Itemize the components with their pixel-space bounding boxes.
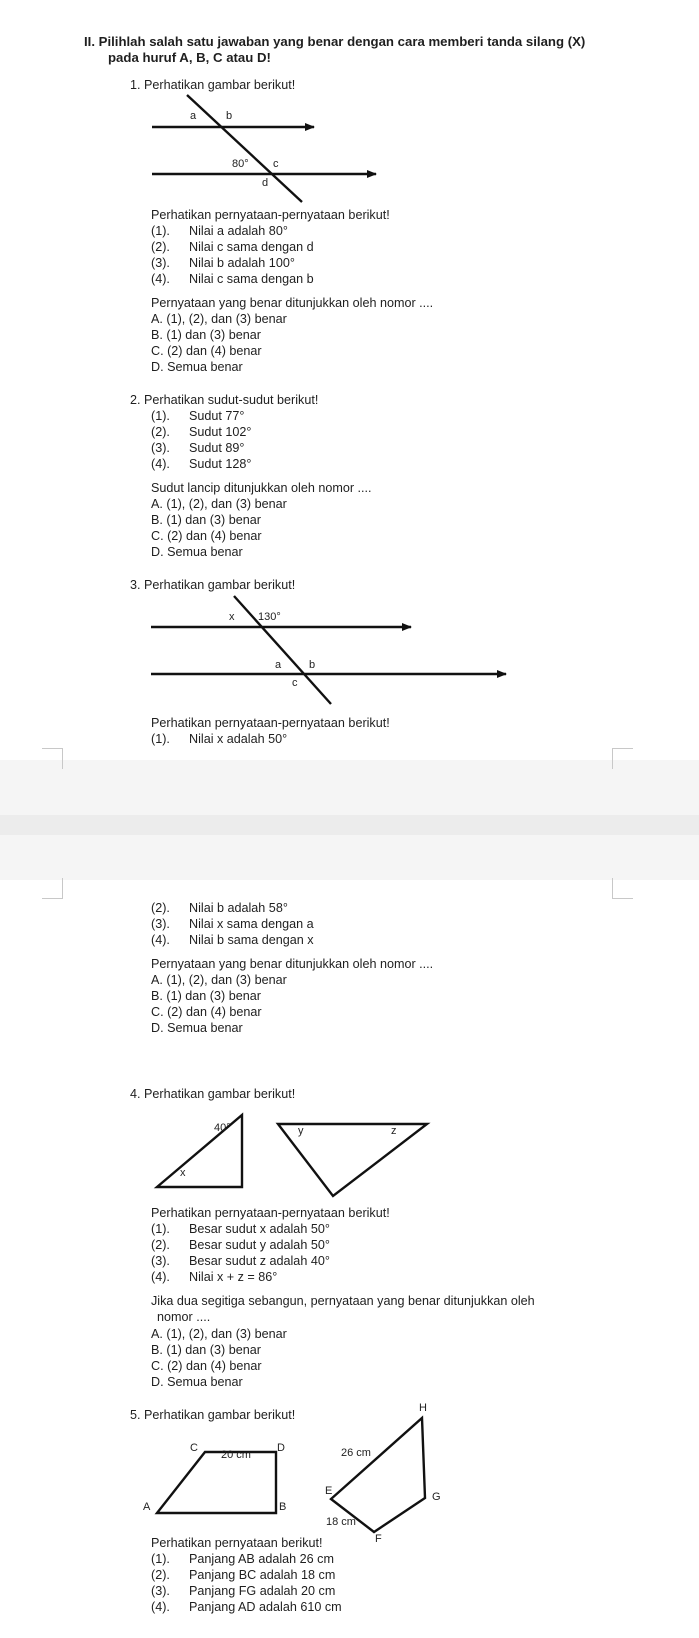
q5-intro: Perhatikan pernyataan berikut!: [151, 1536, 323, 1550]
q4-intro: Perhatikan pernyataan-pernyataan berikut!: [151, 1206, 390, 1220]
q3-option-a[interactable]: A. (1), (2), dan (3) benar: [151, 973, 287, 987]
q4-label-angle: 40°: [214, 1122, 231, 1134]
q1-option-d[interactable]: D. Semua benar: [151, 360, 243, 374]
q5-label-F: F: [375, 1533, 382, 1545]
q1-label-a: a: [190, 110, 197, 122]
section-heading-line-2: pada huruf A, B, C atau D!: [108, 50, 271, 65]
q5-trapezoid-rotated: [331, 1418, 425, 1532]
q4-statement-4: (4). Nilai x + z = 86°: [151, 1270, 278, 1284]
q1-title: 1. Perhatikan gambar berikut!: [130, 78, 296, 92]
q3-label-a: a: [275, 659, 282, 671]
q4-option-a[interactable]: A. (1), (2), dan (3) benar: [151, 1327, 287, 1341]
q3-statement-1: (1). Nilai x adalah 50°: [151, 732, 288, 746]
q1-label-d: d: [262, 177, 269, 189]
q1-label-c: c: [273, 158, 279, 170]
q3-label-b: b: [309, 659, 316, 671]
q5-statement-3: (3). Panjang FG adalah 20 cm: [151, 1584, 336, 1598]
q4-option-d[interactable]: D. Semua benar: [151, 1375, 243, 1389]
q1-intro: Perhatikan pernyataan-pernyataan berikut!: [151, 208, 390, 222]
q1-statement-2: (2). Nilai c sama dengan d: [151, 240, 314, 254]
q5-label-D: D: [277, 1442, 285, 1454]
q4-option-c[interactable]: C. (2) dan (4) benar: [151, 1359, 262, 1373]
q4-prompt-line-2: nomor ....: [157, 1310, 211, 1324]
q1-label-b: b: [226, 110, 233, 122]
q1-option-b[interactable]: B. (1) dan (3) benar: [151, 328, 261, 342]
q2-option-a[interactable]: A. (1), (2), dan (3) benar: [151, 497, 287, 511]
q4-option-b[interactable]: B. (1) dan (3) benar: [151, 1343, 261, 1357]
q3-option-c[interactable]: C. (2) dan (4) benar: [151, 1005, 262, 1019]
q3-label-angle: 130°: [258, 611, 281, 623]
q4-title: 4. Perhatikan gambar berikut!: [130, 1087, 296, 1101]
q1-option-c[interactable]: C. (2) dan (4) benar: [151, 344, 262, 358]
q3-statement-3: (3). Nilai x sama dengan a: [151, 917, 314, 931]
section-heading: II. Pilihlah salah satu jawaban yang benar dengan cara memberi tanda silang (X): [84, 34, 586, 49]
q3-statement-2: (2). Nilai b adalah 58°: [151, 901, 288, 915]
q4-statement-2: (2). Besar sudut y adalah 50°: [151, 1238, 330, 1252]
q2-option-b[interactable]: B. (1) dan (3) benar: [151, 513, 261, 527]
q3-prompt: Pernyataan yang benar ditunjukkan oleh nomor ....: [151, 957, 434, 971]
q1-prompt: Pernyataan yang benar ditunjukkan oleh nomor ....: [151, 296, 434, 310]
q5-label-top-length: 20 cm: [221, 1449, 251, 1461]
q2-statement-3: (3). Sudut 89°: [151, 441, 245, 455]
q1-statement-4: (4). Nilai c sama dengan b: [151, 272, 314, 286]
q2-prompt: Sudut lancip ditunjukkan oleh nomor ....: [151, 481, 372, 495]
q4-statement-3: (3). Besar sudut z adalah 40°: [151, 1254, 330, 1268]
q4-label-x: x: [180, 1167, 186, 1179]
q3-intro: Perhatikan pernyataan-pernyataan berikut!: [151, 716, 390, 730]
q4-label-z: z: [391, 1125, 397, 1137]
q1-option-a[interactable]: A. (1), (2), dan (3) benar: [151, 312, 287, 326]
q5-trapezoid: [157, 1452, 276, 1513]
q5-label-H: H: [419, 1402, 427, 1414]
q5-statement-4: (4). Panjang AD adalah 610 cm: [151, 1600, 342, 1614]
q4-statement-1: (1). Besar sudut x adalah 50°: [151, 1222, 330, 1236]
q5-label-bottom-length: 18 cm: [326, 1516, 356, 1528]
q5-label-E: E: [325, 1485, 333, 1497]
q1-label-angle: 80°: [232, 158, 249, 170]
q4-prompt: Jika dua segitiga sebangun, pernyataan yang benar ditunjukkan oleh: [151, 1294, 535, 1308]
q5-label-G: G: [432, 1491, 441, 1503]
q5-statement-2: (2). Panjang BC adalah 18 cm: [151, 1568, 336, 1582]
q5-statement-1: (1). Panjang AB adalah 26 cm: [151, 1552, 334, 1566]
q3-label-x: x: [229, 611, 235, 623]
q2-statement-4: (4). Sudut 128°: [151, 457, 252, 471]
q1-statement-3: (3). Nilai b adalah 100°: [151, 256, 295, 270]
q4-label-y: y: [298, 1125, 304, 1137]
q3-statement-4: (4). Nilai b sama dengan x: [151, 933, 314, 947]
q3-title: 3. Perhatikan gambar berikut!: [130, 578, 296, 592]
q2-option-c[interactable]: C. (2) dan (4) benar: [151, 529, 262, 543]
q2-option-d[interactable]: D. Semua benar: [151, 545, 243, 559]
q2-statement-2: (2). Sudut 102°: [151, 425, 252, 439]
q1-statement-1: (1). Nilai a adalah 80°: [151, 224, 288, 238]
q3-option-d[interactable]: D. Semua benar: [151, 1021, 243, 1035]
q2-title: 2. Perhatikan sudut-sudut berikut!: [130, 393, 319, 407]
q5-label-B: B: [279, 1501, 287, 1513]
q5-label-C: C: [190, 1442, 198, 1454]
q5-label-A: A: [143, 1501, 151, 1513]
q5-label-hypotenuse: 26 cm: [341, 1447, 371, 1459]
q3-label-c: c: [292, 677, 298, 689]
q2-statement-1: (1). Sudut 77°: [151, 409, 245, 423]
q5-title: 5. Perhatikan gambar berikut!: [130, 1408, 296, 1422]
q3-option-b[interactable]: B. (1) dan (3) benar: [151, 989, 261, 1003]
